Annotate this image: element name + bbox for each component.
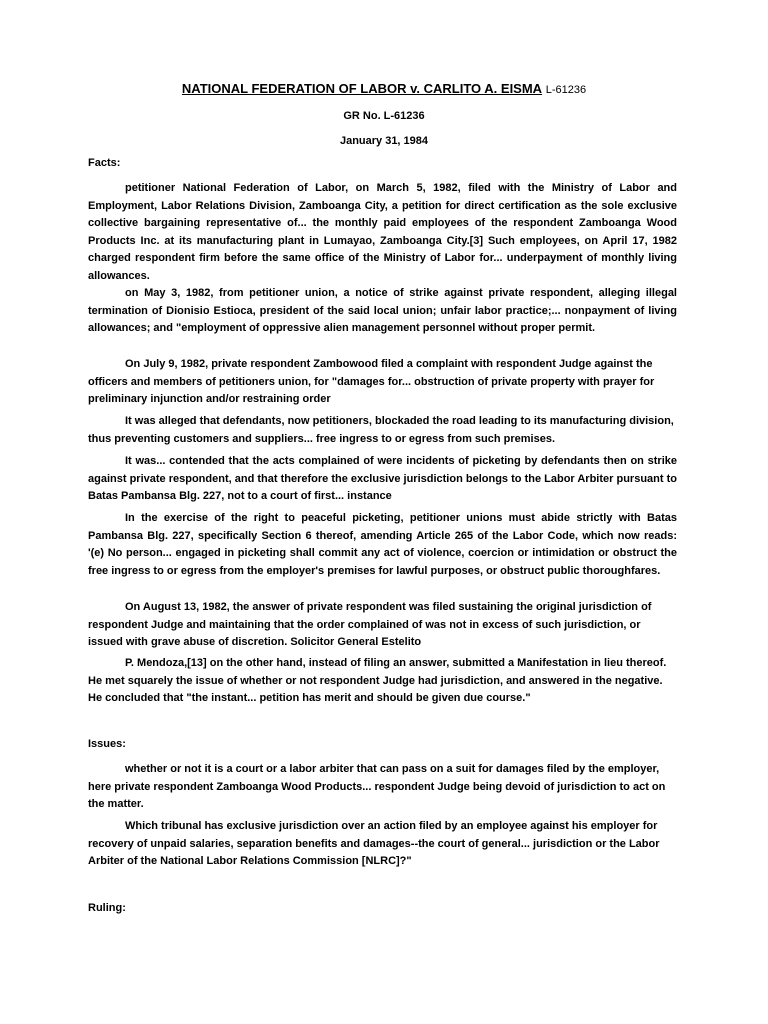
case-title: NATIONAL FEDERATION OF LABOR v. CARLITO A. EISMA (181, 81, 543, 96)
facts-paragraph: It was... contended that the acts complained of were incidents of picketing by defendants then on strike against private respondent, and that therefore the exclusive jurisdiction belongs to the Labor Arbiter pursuant to Batas Pambansa Blg. 227, not to a court of first... instance (88, 455, 677, 502)
facts-paragraph: on May 3, 1982, from petitioner union, a notice of strike against private respondent, alleging illegal termination of Dionisio Estioca, president of the said local union; unfair labor practice;... nonpayment of living allowances; and "employment of oppressive alien management personnel without proper permit. (88, 287, 677, 334)
facts-paragraph: In the exercise of the right to peaceful picketing, petitioner unions must abide strictly with Batas Pambansa Blg. 227, specifically Section 6 thereof, amending Article 265 of the Labor Code, which now reads: '(e) No person... engaged in picketing shall commit any act of violence, coercion or intimidation or obstruct the free ingress to or egress from the employer's premises for lawful purposes, or obstruct public thoroughfares. (88, 512, 677, 577)
case-title-line (0, 81, 768, 96)
gr-number: GR No. L-61236 (343, 110, 425, 122)
facts-paragraph: P. Mendoza,[13] on the other hand, instead of filing an answer, submitted a Manifestation in lieu thereof. He met squarely the issue of whether or not respondent Judge had jurisdiction, and answered in the negative. He concluded that "the instant... petition has merit and should be given due course." (88, 657, 667, 704)
facts-paragraph: On August 13, 1982, the answer of private respondent was filed sustaining the original jurisdiction of respondent Judge and maintaining that the order complained of was not in excess of such jurisdiction, or issued with grave abuse of discretion. Solicitor General Estelito (88, 601, 652, 648)
facts-paragraph: petitioner National Federation of Labor, on March 5, 1982, filed with the Ministry of Labor and Employment, Labor Relations Division, Zamboanga City, a petition for direct certification as the sole exclusive collective bargaining representative of... the monthly paid employees of the respondent Zamboanga Wood Products Inc. at its manufacturing plant in Lumayao, Zamboanga City.[3] Such employees, on April 17, 1982 charged respondent firm before the same office of the Ministry of Labor for... underpayment of monthly living allowances. (88, 182, 677, 282)
issues-paragraph: Which tribunal has exclusive jurisdiction over an action filed by an employee against his employer for recovery of unpaid salaries, separation benefits and damages--the court of general... jurisdiction or the Labor Arbiter of the National Labor Relations Commission [NLRC]?" (88, 820, 660, 867)
facts-heading: Facts: (88, 157, 121, 169)
decision-date: January 31, 1984 (339, 135, 429, 147)
facts-paragraph: It was alleged that defendants, now petitioners, blockaded the road leading to its manufacturing division, thus preventing customers and suppliers... free ingress to or egress from such premises. (88, 415, 674, 445)
facts-paragraph: On July 9, 1982, private respondent Zambowood filed a complaint with respondent Judge against the officers and members of petitioners union, for "damages for... obstruction of private property with prayer for preliminary injunction and/or restraining order (88, 358, 655, 405)
ruling-heading: Ruling: (88, 902, 126, 914)
issues-heading: Issues: (88, 738, 126, 750)
issues-paragraph: whether or not it is a court or a labor arbiter that can pass on a suit for damages filed by the employer, here private respondent Zamboanga Wood Products... respondent Judge being devoid of jurisdiction to act on the matter. (88, 763, 666, 810)
case-title-suffix: L-61236 (545, 84, 587, 96)
